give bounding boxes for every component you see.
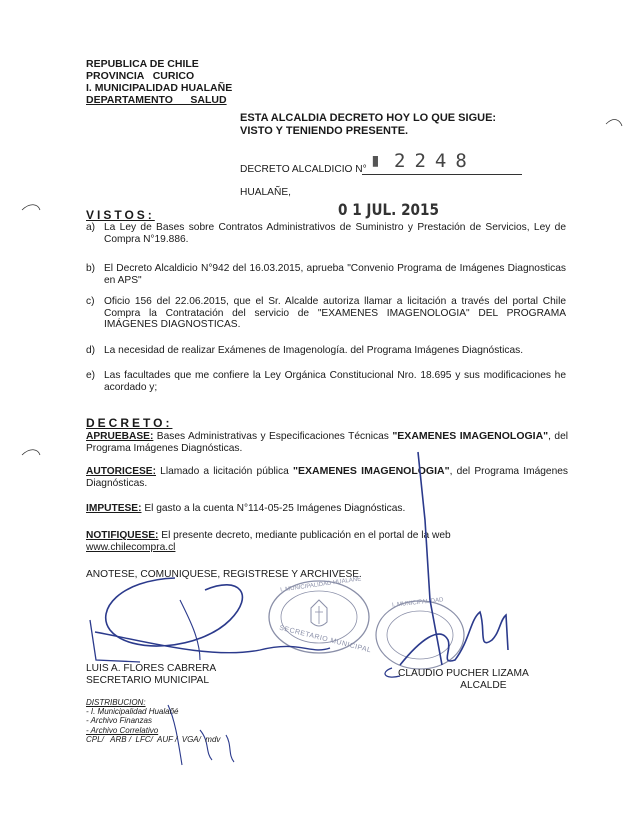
decree-number-label: DECRETO ALCALDICIO N° — [240, 164, 367, 175]
vistos-heading: VISTOS: — [86, 208, 155, 222]
vistos-item-a — [86, 222, 566, 245]
vistos-item-letter: c) — [86, 296, 95, 307]
decree-number-underline — [362, 174, 522, 175]
chilecompra-link[interactable]: www.chilecompra.cl — [86, 541, 176, 553]
preamble — [240, 112, 496, 138]
decree-number-value: 2248 — [394, 150, 476, 172]
preamble-line-1: ESTA ALCALDIA DECRETO HOY LO QUE SIGUE: — [240, 112, 497, 124]
apruebase-text-2: , del Programa Imágenes Diagnósticas. — [86, 431, 569, 454]
vistos-item-text: La necesidad de realizar Exámenes de Imagenología. del Programa Imágenes Diagnósticas. — [104, 345, 524, 356]
distribution-item: - I. Municipalidad Hualañé — [86, 707, 179, 717]
apruebase-bold: "EXAMENES IMAGENOLOGIA" — [392, 430, 549, 442]
vistos-item-letter: a) — [86, 222, 96, 233]
header-line-province: PROVINCIA CURICO — [86, 70, 195, 82]
decreto-heading: DECRETO: — [86, 416, 173, 430]
autoricese-bold: "EXAMENES IMAGENOLOGIA" — [293, 465, 450, 477]
header-line-department: DEPARTAMENTO SALUD — [86, 94, 227, 106]
signature-left-name: LUIS A. FLORES CABRERA — [86, 663, 217, 674]
date-stamp: 0 1 JUL. 2015 — [338, 200, 439, 219]
header-line-municipality: I. MUNICIPALIDAD HUALAÑE — [86, 82, 233, 94]
apruebase-paragraph — [86, 431, 568, 454]
distribution-initials: CPL/ ARB / LFC/ AUF / VGA/ mdv — [86, 734, 221, 744]
notifiquese-label: NOTIFIQUESE: — [86, 530, 159, 541]
place-label: HUALAÑE, — [240, 187, 291, 198]
signature-right-name: CLAUDIO PUCHER LIZAMA — [398, 668, 529, 679]
vistos-item-text: Las facultades que me confiere la Ley Orgánica Constitucional Nro. 18.695 y sus modificaciones he acordado y; — [104, 370, 566, 393]
vistos-item-letter: b) — [86, 263, 96, 274]
header-block — [86, 58, 232, 106]
autoricese-label: AUTORICESE: — [86, 466, 156, 477]
autoricese-text-2: , del Programa Imágenes Diagnósticas. — [86, 466, 569, 489]
preamble-line-2: VISTO Y TENIENDO PRESENTE. — [240, 125, 409, 137]
imputese-text: El gasto a la cuenta N°114-05-25 Imágenes Diagnósticas. — [141, 503, 406, 514]
vistos-item-e — [86, 370, 566, 393]
distribution-item: - Archivo Correlativo — [86, 725, 159, 735]
vistos-item-text: La Ley de Bases sobre Contratos Administrativos de Suministro y Prestación de Servicios, Ley de Compra N°19.886. — [104, 222, 566, 245]
vistos-item-text: El Decreto Alcaldicio N°942 del 16.03.2015, aprueba "Convenio Programa de Imágenes Diagnosticas en APS" — [104, 263, 566, 286]
distribution-heading: DISTRIBUCION: — [86, 698, 146, 707]
autoricese-text-1: Llamado a licitación pública — [156, 466, 293, 477]
vistos-item-d — [86, 345, 566, 357]
seal-stamp-left-top: I. MUNICIPALIDAD HUALAÑE — [279, 576, 362, 594]
notifiquese-paragraph — [86, 530, 568, 553]
vistos-item-letter: d) — [86, 345, 96, 356]
vistos-item-text: Oficio 156 del 22.06.2015, que el Sr. Alcalde autoriza llamar a licitación a través del portal Chile Compra la Contratación del servicio de "EXAMENES IMAGENOLOGIA" DEL PROGRAMA IMÁGENES DIAGNOSTICAS. — [104, 296, 566, 331]
anotese-line: ANOTESE, COMUNIQUESE, REGISTRESE Y ARCHIVESE. — [86, 569, 362, 580]
vistos-item-c — [86, 296, 566, 331]
signature-left-title: SECRETARIO MUNICIPAL — [86, 675, 210, 686]
imputese-label: IMPUTESE: — [86, 503, 142, 514]
seal-stamp-right-top: I. MUNICIPALIDAD — [391, 597, 444, 609]
signature-left — [86, 663, 216, 687]
imputese-paragraph — [86, 503, 568, 515]
notifiquese-text: El presente decreto, mediante publicación en el portal de la web — [158, 530, 451, 541]
decree-number-mark: ▮ — [370, 150, 381, 171]
vistos-item-b — [86, 263, 566, 286]
distribution-item: - Archivo Finanzas — [86, 716, 152, 726]
vistos-item-letter: e) — [86, 370, 96, 381]
apruebase-text-1: Bases Administrativas y Especificaciones Técnicas — [153, 431, 393, 442]
seal-stamp-right — [372, 595, 468, 673]
distribution-block — [86, 698, 220, 744]
signature-right — [398, 668, 529, 692]
seal-stamp-left-caption: SECRETARIO MUNICIPAL — [278, 624, 372, 655]
autoricese-paragraph — [86, 466, 568, 489]
header-line-country: REPUBLICA DE CHILE — [86, 58, 199, 70]
signature-right-title: ALCALDE — [460, 680, 507, 691]
apruebase-label: APRUEBASE: — [86, 431, 154, 442]
